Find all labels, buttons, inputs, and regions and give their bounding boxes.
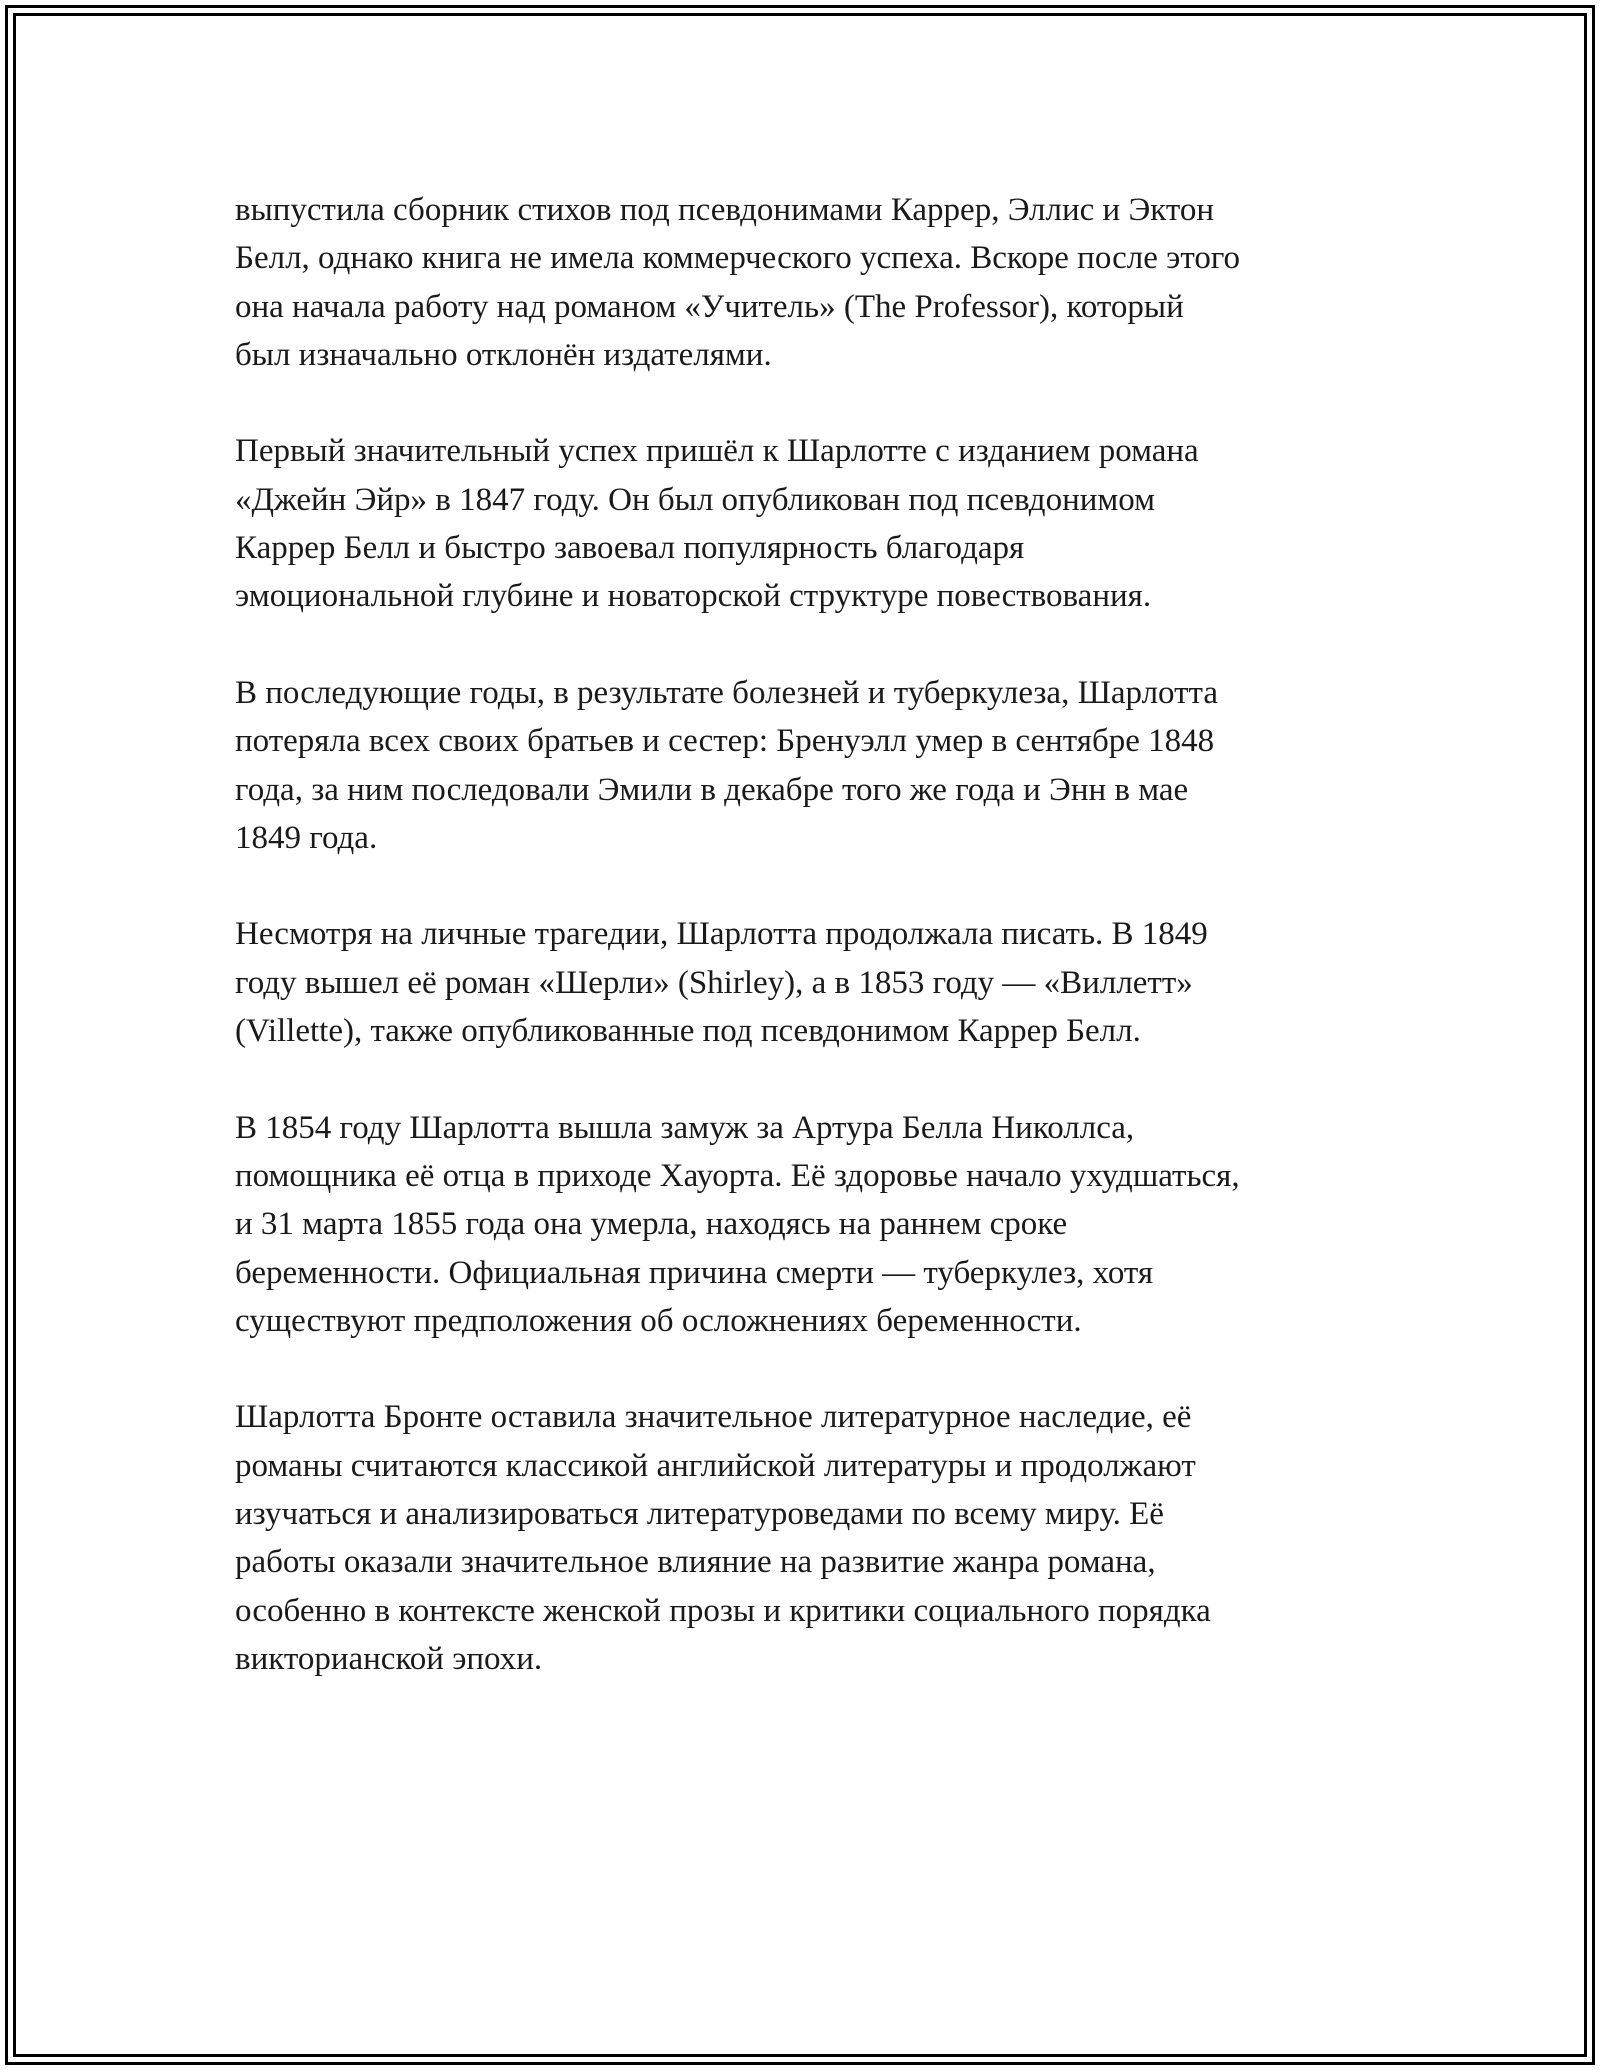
text-line: Первый значительный успех пришёл к Шарлотте с изданием романа: [235, 433, 1199, 470]
text-line: особенно в контексте женской прозы и критики социального порядка: [235, 1592, 1211, 1629]
paragraph-6: [235, 1393, 1375, 1683]
paragraph-1: [235, 186, 1375, 379]
text-line: года, за ним последовали Эмили в декабре того же года и Энн в мае: [235, 771, 1189, 808]
text-line: был изначально отклонён издателями.: [235, 336, 772, 373]
text-line: Каррер Белл и быстро завоевал популярность благодаря: [235, 530, 1025, 567]
paragraph-4: [235, 910, 1375, 1055]
text-line: беременности. Официальная причина смерти — туберкулез, хотя: [235, 1254, 1154, 1291]
text-line: 1849 года.: [235, 819, 378, 856]
document-body: [235, 186, 1375, 1732]
paragraph-3: [235, 669, 1375, 862]
text-line: существуют предположения об осложнениях беременности.: [235, 1302, 1082, 1339]
text-line: и 31 марта 1855 года она умерла, находясь на раннем сроке: [235, 1206, 1068, 1243]
text-line: Белл, однако книга не имела коммерческого успеха. Вскоре после этого: [235, 240, 1241, 277]
text-line: (Villette), также опубликованные под псевдонимом Каррер Белл.: [235, 1013, 1141, 1050]
text-line: работы оказали значительное влияние на развитие жанра романа,: [235, 1544, 1156, 1581]
text-line: изучаться и анализироваться литературоведами по всему миру. Её: [235, 1496, 1164, 1533]
text-line: романы считаются классикой английской литературы и продолжают: [235, 1447, 1196, 1484]
text-line: потеряла всех своих братьев и сестер: Бренуэлл умер в сентябре 1848: [235, 723, 1215, 760]
text-line: Шарлотта Бронте оставила значительное литературное наследие, её: [235, 1399, 1192, 1436]
text-line: году вышел её роман «Шерли» (Shirley), а в 1853 году — «Виллетт»: [235, 964, 1193, 1001]
paragraph-2: [235, 427, 1375, 620]
text-line: помощника её отца в приходе Хауорта. Её здоровье начало ухудшаться,: [235, 1157, 1240, 1194]
text-line: В 1854 году Шарлотта вышла замуж за Артура Белла Николлса,: [235, 1109, 1135, 1146]
text-line: эмоциональной глубине и новаторской структуре повествования.: [235, 578, 1152, 615]
text-line: выпустила сборник стихов под псевдонимами Каррер, Эллис и Эктон: [235, 192, 1214, 228]
text-line: В последующие годы, в результате болезней и туберкулеза, Шарлотта: [235, 674, 1219, 711]
text-line: Несмотря на личные трагедии, Шарлотта продолжала писать. В 1849: [235, 916, 1208, 953]
text-line: «Джейн Эйр» в 1847 году. Он был опубликован под псевдонимом: [235, 481, 1156, 518]
paragraph-5: [235, 1104, 1375, 1345]
text-line: викторианской эпохи.: [235, 1640, 543, 1677]
text-line: она начала работу над романом «Учитель» (The Professor), который: [235, 288, 1184, 325]
